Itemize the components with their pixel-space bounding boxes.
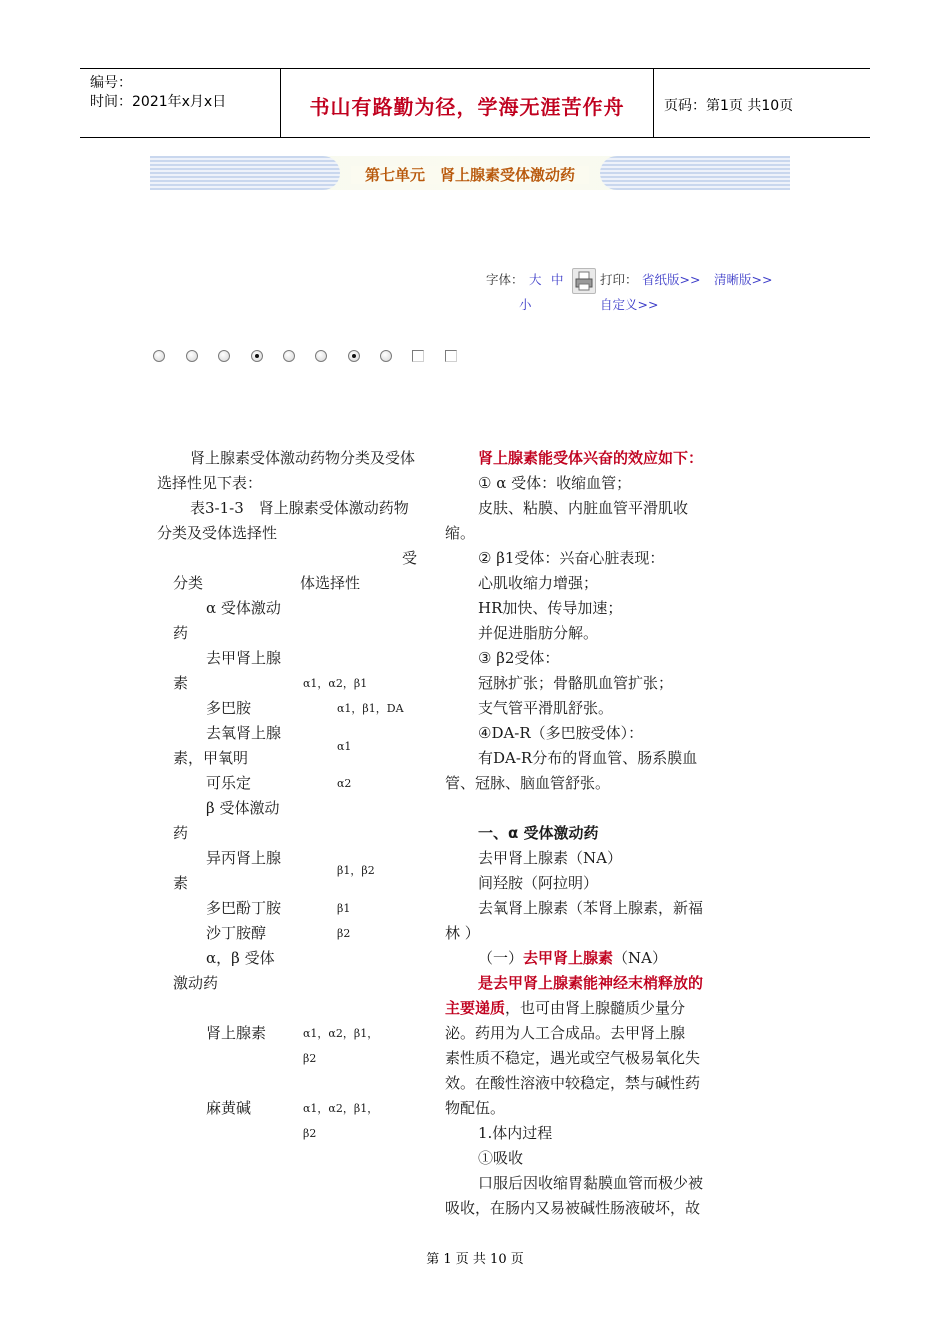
phenyl-name-2: 素，甲氧明 xyxy=(173,749,249,767)
option-radio-6[interactable] xyxy=(315,350,327,362)
ne-selectivity: α1，α2，β1 xyxy=(303,677,368,690)
absorption-heading: ①吸收 xyxy=(478,1149,524,1167)
page-footer: 第 1 页 共 10 页 xyxy=(426,1252,524,1267)
drug-line-3: 去氧肾上腺素（苯肾上腺素，新福 xyxy=(478,899,704,917)
title-banner xyxy=(150,156,790,190)
phenyl-name-1: 去氧肾上腺 xyxy=(206,724,282,742)
option-radio-8[interactable] xyxy=(380,350,392,362)
ne-name-2: 素 xyxy=(173,674,189,692)
effects-line-4: ② β1受体：兴奋心脏表现： xyxy=(478,549,665,567)
salbutamol-selectivity: β2 xyxy=(337,927,351,940)
effects-line-9: 冠脉扩张；骨骼肌血管扩张； xyxy=(478,674,674,692)
effects-heading: 肾上腺素能受体兴奋的效应如下： xyxy=(478,449,704,467)
para-red-line-1: 是去甲肾上腺素能神经末梢释放的 xyxy=(478,974,704,992)
header-page-cell xyxy=(654,69,870,137)
effects-line-3: 缩。 xyxy=(445,524,476,542)
subsection-prefix: （一） xyxy=(478,949,524,967)
iso-name-1: 异丙肾上腺 xyxy=(206,849,282,867)
phenyl-selectivity: α1 xyxy=(337,740,352,753)
alpha-group-2: 药 xyxy=(173,624,189,642)
dobutamine-selectivity: β1 xyxy=(337,902,351,915)
para-rest-line-2: ，也可由肾上腺髓质少量分 xyxy=(505,999,686,1017)
print-label: 打印： xyxy=(600,272,638,287)
header-motto-cell xyxy=(281,69,654,137)
salbutamol-name: 沙丁胺醇 xyxy=(206,924,267,942)
para-line-5: 效。在酸性溶液中较稳定，禁与碱性药 xyxy=(445,1074,701,1092)
ab-group-1: α，β 受体 xyxy=(206,949,275,967)
page-info: 页码：第1页 共10页 xyxy=(664,98,794,114)
page-title: 第七单元 肾上腺素受体激动药 xyxy=(150,164,790,185)
option-radio-7-checked[interactable] xyxy=(348,350,360,362)
font-label: 字体： xyxy=(486,272,524,287)
option-radio-5[interactable] xyxy=(283,350,295,362)
option-radio-4-checked[interactable] xyxy=(251,350,263,362)
alpha-group-1: α 受体激动 xyxy=(206,599,281,617)
effects-line-6: HR加快、传导加速； xyxy=(478,599,623,617)
intro-line-2: 选择性见下表： xyxy=(157,474,263,492)
option-radio-1[interactable] xyxy=(153,350,165,362)
epi-name: 肾上腺素 xyxy=(206,1024,267,1042)
para-red-line-2: 主要递质 xyxy=(445,999,506,1017)
printer-icon-glyph xyxy=(573,269,595,293)
ephedrine-selectivity-1: α1，α2，β1， xyxy=(303,1102,379,1115)
header-meta-cell xyxy=(80,69,281,137)
table-caption-2: 分类及受体选择性 xyxy=(157,524,278,542)
para-line-4: 素性质不稳定，遇光或空气极易氧化失 xyxy=(445,1049,701,1067)
clonidine-selectivity: α2 xyxy=(337,777,352,790)
effects-line-11: ④DA-R（多巴胺受体）： xyxy=(478,724,644,742)
dobutamine-name: 多巴酚丁胺 xyxy=(206,899,282,917)
dopamine-name: 多巴胺 xyxy=(206,699,252,717)
effects-line-1: ① α 受体：收缩血管； xyxy=(478,474,632,492)
absorption-line-1: 口服后因收缩胃黏膜血管而极少被 xyxy=(478,1174,704,1192)
print-save-link[interactable]: 省纸版>> xyxy=(642,272,701,287)
iso-name-2: 素 xyxy=(173,874,189,892)
effects-line-7: 并促进脂肪分解。 xyxy=(478,624,599,642)
font-small-link[interactable]: 小 xyxy=(519,297,532,312)
drug-line-2: 间羟胺（阿拉明） xyxy=(478,874,599,892)
effects-line-8: ③ β2受体： xyxy=(478,649,560,667)
intro-line-1: 肾上腺素受体激动药物分类及受体 xyxy=(190,449,416,467)
table-caption-1: 表3-1-3 肾上腺素受体激动药物 xyxy=(190,499,409,517)
motto: 书山有路勤为径，学海无涯苦作舟 xyxy=(309,95,625,119)
table-head-shou: 受 xyxy=(402,549,418,567)
print-custom-link[interactable]: 自定义>> xyxy=(600,297,659,312)
dopamine-selectivity: α1，β1，DA xyxy=(337,702,404,715)
absorption-line-2: 吸收，在肠内又易被碱性肠液破坏，故 xyxy=(445,1199,701,1217)
option-radio-2[interactable] xyxy=(186,350,198,362)
subsection-suffix: （NA） xyxy=(613,949,667,967)
drug-line-1: 去甲肾上腺素（NA） xyxy=(478,849,622,867)
effects-line-2: 皮肤、粘膜、内脏血管平滑肌收 xyxy=(478,499,689,517)
table-head-select: 体选择性 xyxy=(300,574,361,592)
option-checkbox-1[interactable] xyxy=(412,350,424,362)
font-medium-link[interactable]: 中 xyxy=(551,272,564,287)
ne-name-1: 去甲肾上腺 xyxy=(206,649,282,667)
option-checkbox-2[interactable] xyxy=(445,350,457,362)
font-large-link[interactable]: 大 xyxy=(529,272,542,287)
number-label: 编号： xyxy=(90,75,132,91)
ab-group-2: 激动药 xyxy=(173,974,219,992)
effects-line-10: 支气管平滑肌舒张。 xyxy=(478,699,614,717)
effects-line-13: 管、冠脉、脑血管舒张。 xyxy=(445,774,611,792)
para-line-3: 泌。药用为人工合成品。去甲肾上腺 xyxy=(445,1024,686,1042)
pk-heading: 1.体内过程 xyxy=(478,1124,553,1142)
para-line-2 xyxy=(445,996,685,1021)
subsection-heading xyxy=(478,946,667,971)
table-head-class: 分类 xyxy=(173,574,204,592)
iso-selectivity: β1，β2 xyxy=(337,864,375,877)
drug-line-4: 林 ） xyxy=(445,924,480,942)
epi-selectivity-1: α1，α2，β1， xyxy=(303,1027,379,1040)
epi-selectivity-2: β2 xyxy=(303,1052,317,1065)
print-clear-link[interactable]: 清晰版>> xyxy=(714,272,773,287)
printer-icon[interactable] xyxy=(572,268,596,294)
option-radio-3[interactable] xyxy=(218,350,230,362)
effects-line-5: 心肌收缩力增强； xyxy=(478,574,599,592)
ephedrine-selectivity-2: β2 xyxy=(303,1127,317,1140)
effects-line-12: 有DA-R分布的肾血管、肠系膜血 xyxy=(478,749,698,767)
beta-group-1: β 受体激动 xyxy=(206,799,280,817)
clonidine-name: 可乐定 xyxy=(206,774,252,792)
para-line-6: 物配伍。 xyxy=(445,1099,506,1117)
section-heading-alpha: 一、α 受体激动药 xyxy=(478,824,599,842)
header-table xyxy=(80,68,870,138)
ephedrine-name: 麻黄碱 xyxy=(206,1099,252,1117)
beta-group-2: 药 xyxy=(173,824,189,842)
time-line: 时间：2021年x月x日 xyxy=(90,94,227,110)
subsection-name: 去甲肾上腺素 xyxy=(523,949,614,967)
